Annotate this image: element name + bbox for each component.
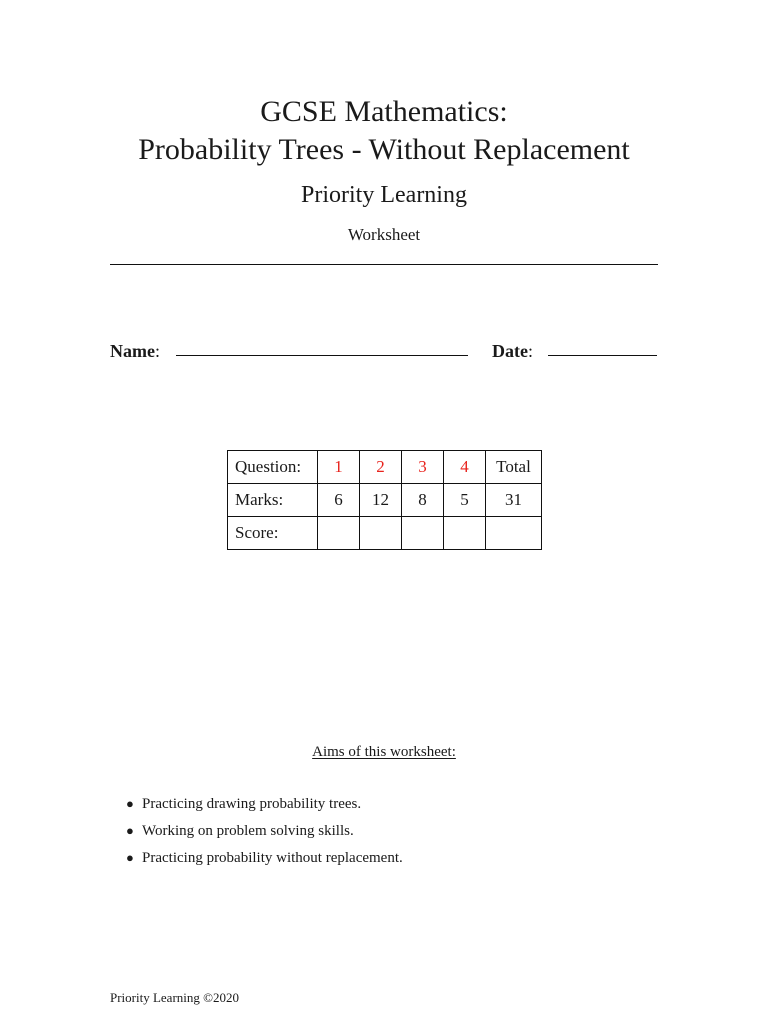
marks-q1: 6 <box>318 484 360 517</box>
bullet-icon: ● <box>126 850 134 865</box>
aims-item-text: Practicing probability without replacement. <box>142 850 403 866</box>
marks-row-label: Marks: <box>228 484 318 517</box>
document-type: Worksheet <box>347 225 421 244</box>
question-number-4: 4 <box>444 451 486 484</box>
bullet-icon: ● <box>126 796 134 811</box>
title-line-1: GCSE Mathematics: <box>260 95 508 128</box>
score-row-label: Score: <box>228 517 318 550</box>
total-header: Total <box>486 451 542 484</box>
score-q4 <box>444 517 486 550</box>
question-number-3: 3 <box>402 451 444 484</box>
name-label-text: Name <box>110 341 155 361</box>
question-number-2: 2 <box>360 451 402 484</box>
question-row <box>228 451 542 484</box>
score-q3 <box>402 517 444 550</box>
date-field-line <box>548 355 657 356</box>
aims-item <box>126 847 403 874</box>
aims-heading <box>0 742 768 762</box>
title-line-2: Probability Trees - Without Replacement <box>138 133 630 166</box>
marks-total: 31 <box>486 484 542 517</box>
date-label: Date: <box>492 341 533 361</box>
question-row-label: Question: <box>228 451 318 484</box>
aims-item-text: Practicing drawing probability trees. <box>142 796 362 812</box>
score-q1 <box>318 517 360 550</box>
date-label-text: Date <box>492 341 528 361</box>
bullet-icon: ● <box>126 823 134 838</box>
subtitle: Priority Learning <box>301 182 467 208</box>
score-q2 <box>360 517 402 550</box>
marks-row <box>228 484 542 517</box>
aims-item-text: Working on problem solving skills. <box>142 823 354 839</box>
question-number-1: 1 <box>318 451 360 484</box>
marks-table <box>227 450 542 550</box>
name-label: Name: <box>110 341 160 361</box>
aims-heading-text: Aims of this worksheet: <box>312 744 456 760</box>
marks-q2: 12 <box>360 484 402 517</box>
aims-item <box>126 820 403 847</box>
header-divider <box>110 264 658 265</box>
footer-copyright: Priority Learning ©2020 <box>110 990 240 1005</box>
aims-list <box>126 793 403 874</box>
score-row <box>228 517 542 550</box>
name-field-line <box>176 355 468 356</box>
aims-item <box>126 793 403 820</box>
score-total <box>486 517 542 550</box>
marks-q3: 8 <box>402 484 444 517</box>
marks-q4: 5 <box>444 484 486 517</box>
